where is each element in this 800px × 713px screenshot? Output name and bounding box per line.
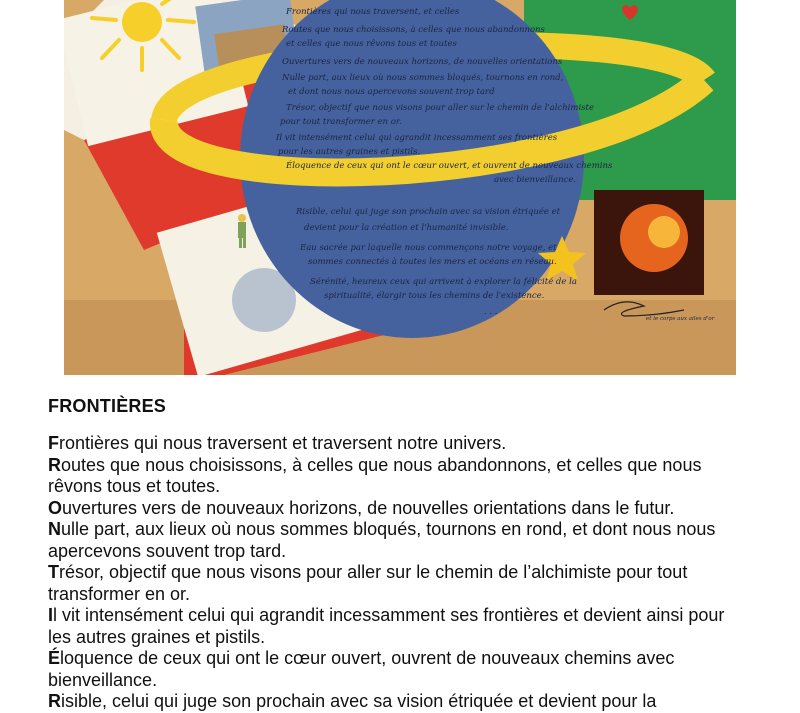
poem-line-text: ulle part, aux lieux où nous sommes bloqués, tournons en rond, et dont nous nous apercevons souvent trop tard. bbox=[48, 519, 716, 561]
poem-body bbox=[48, 433, 748, 713]
handwritten-line: et celles que nous rêvons tous et toutes bbox=[286, 39, 457, 49]
handwritten-line: Frontières qui nous traversent, et celles bbox=[286, 7, 460, 17]
poem-line bbox=[48, 519, 748, 562]
handwritten-line: avec bienveillance. bbox=[494, 175, 577, 185]
poem-line-text: outes que nous choisissons, à celles que nous abandonnons, et celles que nous rêvons tous et toutes. bbox=[48, 454, 702, 496]
poem-line bbox=[48, 562, 748, 605]
acrostic-letter: R bbox=[48, 691, 61, 711]
handwritten-line: Ouvertures vers de nouveaux horizons, de nouvelles orientations bbox=[282, 57, 563, 67]
little-prince-icon bbox=[238, 214, 246, 248]
poem-line bbox=[48, 433, 748, 455]
poem-line-text: isible, celui qui juge son prochain avec sa vision étriquée et devient pour la bbox=[61, 691, 657, 711]
acrostic-letter: I bbox=[48, 605, 54, 625]
handwritten-line: Il vit intensément celui qui agrandit incessamment ses frontières bbox=[276, 133, 558, 143]
handwritten-line: devient pour la création et l'humanité invisible. bbox=[304, 223, 509, 233]
poem-line bbox=[48, 455, 748, 498]
handwritten-line: Éloquence de ceux qui ont le cœur ouvert, et ouvrent de nouveaux chemins bbox=[286, 161, 613, 171]
handwritten-line: Sérénité, heureux ceux qui arrivent à explorer la félicité de la bbox=[310, 277, 577, 287]
acrostic-letter: R bbox=[48, 454, 61, 475]
poem-line-text: uvertures vers de nouveaux horizons, de nouvelles orientations dans le futur. bbox=[62, 497, 675, 518]
handwritten-line: et dont nous nous apercevons souvent trop tard bbox=[288, 87, 495, 97]
acrostic-letter: T bbox=[48, 562, 59, 582]
poem-line-text: rontières qui nous traversent et traversent notre univers. bbox=[59, 433, 507, 453]
handwritten-line: pour les autres graines et pistils. bbox=[278, 147, 421, 157]
handwritten-line: Risible, celui qui juge son prochain avec sa vision étriquée et bbox=[296, 207, 561, 217]
poem-line bbox=[48, 605, 748, 648]
signature-caption: et le corps aux ailes d'or bbox=[646, 316, 715, 322]
acrostic-letter: F bbox=[48, 433, 59, 453]
handwritten-line: Eau sacrée par laquelle nous commençons notre voyage, et bbox=[300, 243, 557, 253]
poem-line-text: loquence de ceux qui ont le cœur ouvert, ouvrent de nouveaux chemins avec bienveillance. bbox=[48, 648, 675, 690]
handwritten-line: sommes connectés à toutes les mers et océans en réseau. bbox=[308, 257, 557, 267]
handwritten-line: Routes que nous choisissons, à celles que nous abandonnons bbox=[282, 25, 545, 35]
handwritten-line: Trésor, objectif que nous visons pour aller sur le chemin de l'alchimiste bbox=[286, 103, 594, 113]
acrostic-letter: É bbox=[48, 648, 61, 668]
handwritten-line: . . . bbox=[484, 307, 498, 317]
handwritten-line: pour tout transformer en or. bbox=[280, 117, 402, 127]
poem-title: FRONTIÈRES bbox=[48, 396, 167, 416]
poem-line bbox=[48, 648, 748, 691]
art-fire-core bbox=[648, 216, 680, 248]
poem-line bbox=[48, 498, 748, 520]
handwritten-line: Nulle part, aux lieux où nous sommes bloqués, tournons en rond, bbox=[282, 73, 564, 83]
poem-line-text: l vit intensément celui qui agrandit incessamment ses frontières et devient ainsi pour les autres graines et pistils. bbox=[48, 605, 725, 647]
poem-line bbox=[48, 691, 748, 713]
handwritten-line: spiritualité, élargir tous les chemins de l'existence. bbox=[324, 291, 545, 301]
artwork-image bbox=[64, 0, 736, 375]
acrostic-letter: O bbox=[48, 497, 63, 518]
acrostic-letter: N bbox=[48, 519, 61, 539]
poem-line-text: résor, objectif que nous visons pour aller sur le chemin de l’alchimiste pour tout transformer en or. bbox=[48, 562, 688, 604]
